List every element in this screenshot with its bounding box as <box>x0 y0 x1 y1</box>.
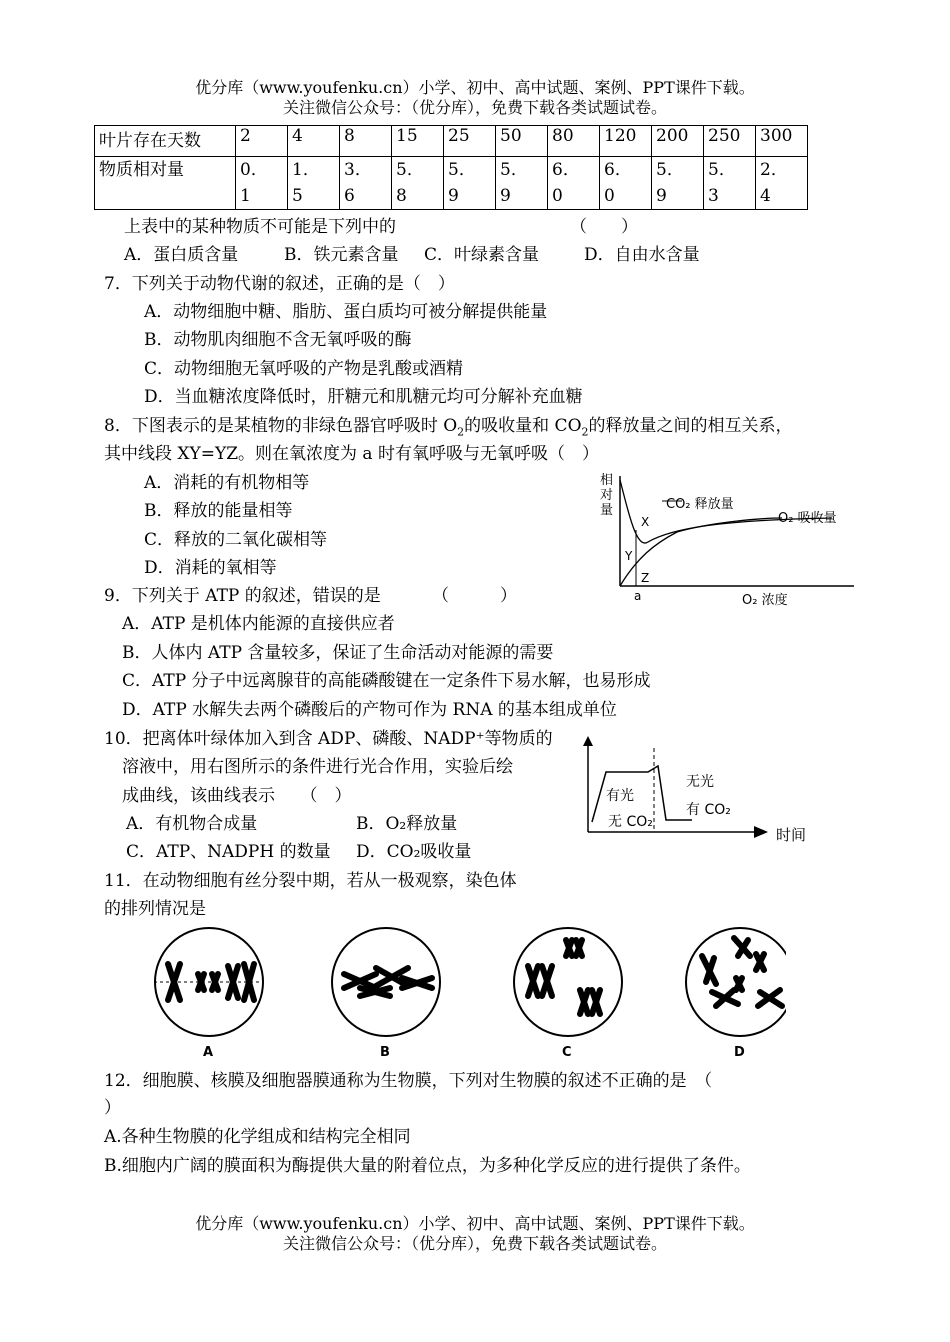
q8-co2-label: CO₂ 释放量 <box>666 497 734 512</box>
cell-figure-c <box>514 928 622 1060</box>
cell-label-d: D <box>734 1045 745 1060</box>
q10-stem-line3: 成曲线，该曲线表示 （ ） <box>122 786 352 806</box>
table-row-label: 物质相对量 <box>95 157 236 210</box>
table-cell: 250 <box>704 126 756 157</box>
q10-stem-line1: 10．把离体叶绿体加入到含 ADP、磷酸、NADP⁺等物质的 <box>104 729 553 749</box>
q6-option-b: B．铁元素含量 <box>284 245 399 265</box>
q10-box2-label2: 有 CO₂ <box>686 802 731 818</box>
q9-option-c: C．ATP 分子中远离腺苷的高能磷酸键在一定条件下易水解，也易形成 <box>122 671 651 691</box>
q12-option-b: B.细胞内广阔的膜面积为酶提供大量的附着位点，为多种化学反应的进行提供了条件。 <box>104 1156 751 1176</box>
q6-option-d: D．自由水含量 <box>584 245 700 265</box>
q10-option-b: B．O₂释放量 <box>356 814 458 834</box>
header-line-2: 关注微信公众号：（优分库），免费下载各类试题试卷。 <box>282 98 667 117</box>
q8-option-b: B．释放的能量相等 <box>144 501 293 521</box>
q6-stem: 上表中的某种物质不可能是下列中的 <box>124 217 396 237</box>
table-cell: 200 <box>652 126 704 157</box>
q10-x-arrow <box>754 826 768 838</box>
table-cell: 4 <box>288 126 340 157</box>
q12-stem-cont: ） <box>104 1098 121 1118</box>
table-cell: 0． 1 <box>236 157 288 210</box>
table-cell: 5． 9 <box>444 157 496 210</box>
q6-blank: （ ） <box>570 217 638 237</box>
q10-box1-label2: 无 CO₂ <box>608 814 653 830</box>
q7-option-b: B．动物肌肉细胞不含无氧呼吸的酶 <box>144 330 412 350</box>
q8-option-c: C．释放的二氧化碳相等 <box>144 530 328 550</box>
table-cell: 8 <box>340 126 392 157</box>
q10-box1-label1: 有光 <box>606 788 634 804</box>
table-cell: 5． 9 <box>496 157 548 210</box>
cell-figure-d <box>686 928 786 1060</box>
q9-option-a: A．ATP 是机体内能源的直接供应者 <box>122 614 395 634</box>
table-cell: 5． 9 <box>652 157 704 210</box>
table-row <box>95 157 808 210</box>
q8-option-d: D．消耗的氧相等 <box>144 558 277 578</box>
q8-point-z: Z <box>641 571 650 585</box>
q7-option-d: D．当血糖浓度降低时，肝糖元和肌糖元均可分解补充血糖 <box>144 387 583 407</box>
q9-option-b: B．人体内 ATP 含量较多，保证了生命活动对能源的需要 <box>122 643 554 663</box>
table-cell: 5． 8 <box>392 157 444 210</box>
q10-box2-label1: 无光 <box>686 774 714 790</box>
q8-x-mark-a: a <box>634 589 642 603</box>
q8-point-y: Y <box>625 549 633 563</box>
cell-label-b: B <box>380 1045 390 1060</box>
q6-option-a: A．蛋白质含量 <box>124 245 239 265</box>
table-cell: 25 <box>444 126 496 157</box>
cell-label-a: A <box>203 1045 214 1060</box>
q8-o2-label: O₂ 吸收量 <box>778 511 837 526</box>
q11-stem-line1: 11．在动物细胞有丝分裂中期，若从一极观察，染色体 <box>104 871 517 891</box>
table-cell: 50 <box>496 126 548 157</box>
table-cell: 5． 3 <box>704 157 756 210</box>
q9-stem: 9．下列关于 ATP 的叙述，错误的是 <box>104 586 381 606</box>
q11-cell-figures <box>146 926 786 1064</box>
q8-option-a: A．消耗的有机物相等 <box>144 473 310 493</box>
q11-stem-line2: 的排列情况是 <box>104 899 206 919</box>
q8-stem-line1: 8．下图表示的是某植物的非绿色器官呼吸时 $O_2$的吸收量和 $CO_2$的释放量之间的相互关系， <box>104 416 793 439</box>
q8-xlabel: O₂ 浓度 <box>742 593 788 608</box>
table-cell: 15 <box>392 126 444 157</box>
table-cell: 1． 5 <box>288 157 340 210</box>
table-cell: 3． 6 <box>340 157 392 210</box>
q12-stem: 12．细胞膜、核膜及细胞器膜通称为生物膜，下列对生物膜的叙述不正确的是 （ <box>104 1071 713 1091</box>
cell-label-c: C <box>562 1045 572 1060</box>
q10-light-chart <box>582 734 822 846</box>
q6-option-c: C．叶绿素含量 <box>424 245 540 265</box>
q12-option-a: A.各种生物膜的化学组成和结构完全相同 <box>104 1127 411 1147</box>
q8-ylabel-3: 量 <box>600 503 614 518</box>
table-cell: 6． 0 <box>600 157 652 210</box>
q9-option-d: D．ATP 水解失去两个磷酸后的产物可作为 RNA 的基本组成单位 <box>122 700 617 720</box>
q8-ylabel-2: 对 <box>600 488 614 503</box>
cell-figure-b <box>332 928 440 1060</box>
q8-point-x: X <box>641 515 650 529</box>
table-cell: 120 <box>600 126 652 157</box>
table-cell: 6． 0 <box>548 157 600 210</box>
q7-option-c: C．动物细胞无氧呼吸的产物是乳酸或酒精 <box>144 359 464 379</box>
table-cell: 2 <box>236 126 288 157</box>
q10-xlabel: 时间 <box>776 826 807 844</box>
table-row <box>95 126 808 157</box>
q10-option-c: C．ATP、NADPH 的数量 <box>126 842 331 862</box>
footer-line-1: 优分库（www.youfenku.cn）小学、初中、高中试题、案例、PPT课件下载。 <box>195 1214 755 1233</box>
leaf-data-table <box>94 125 808 210</box>
footer-line-2: 关注微信公众号：（优分库），免费下载各类试题试卷。 <box>282 1234 667 1253</box>
q10-y-arrow <box>583 736 593 746</box>
q7-option-a: A．动物细胞中糖、脂肪、蛋白质均可被分解提供能量 <box>144 302 548 322</box>
q8-respiration-chart <box>592 470 862 610</box>
q10-option-a: A．有机物合成量 <box>126 814 258 834</box>
q10-option-d: D．CO₂吸收量 <box>356 842 472 862</box>
q9-blank: （ ） <box>432 586 517 606</box>
q7-stem: 7．下列关于动物代谢的叙述，正确的是（ ） <box>104 274 455 294</box>
table-cell: 300 <box>756 126 808 157</box>
q8-ylabel-1: 相 <box>600 473 614 488</box>
table-row-label: 叶片存在天数 <box>95 126 236 157</box>
table-cell: 80 <box>548 126 600 157</box>
q10-stem-line2: 溶液中，用右图所示的条件进行光合作用，实验后绘 <box>122 757 513 777</box>
q8-stem-line2: 其中线段 XY=YZ。则在氧浓度为 a 时有氧呼吸与无氧呼吸（ ） <box>104 444 599 464</box>
cell-figure-a <box>154 928 264 1060</box>
table-cell: 2． 4 <box>756 157 808 210</box>
header-line-1: 优分库（www.youfenku.cn）小学、初中、高中试题、案例、PPT课件下载。 <box>195 78 755 97</box>
